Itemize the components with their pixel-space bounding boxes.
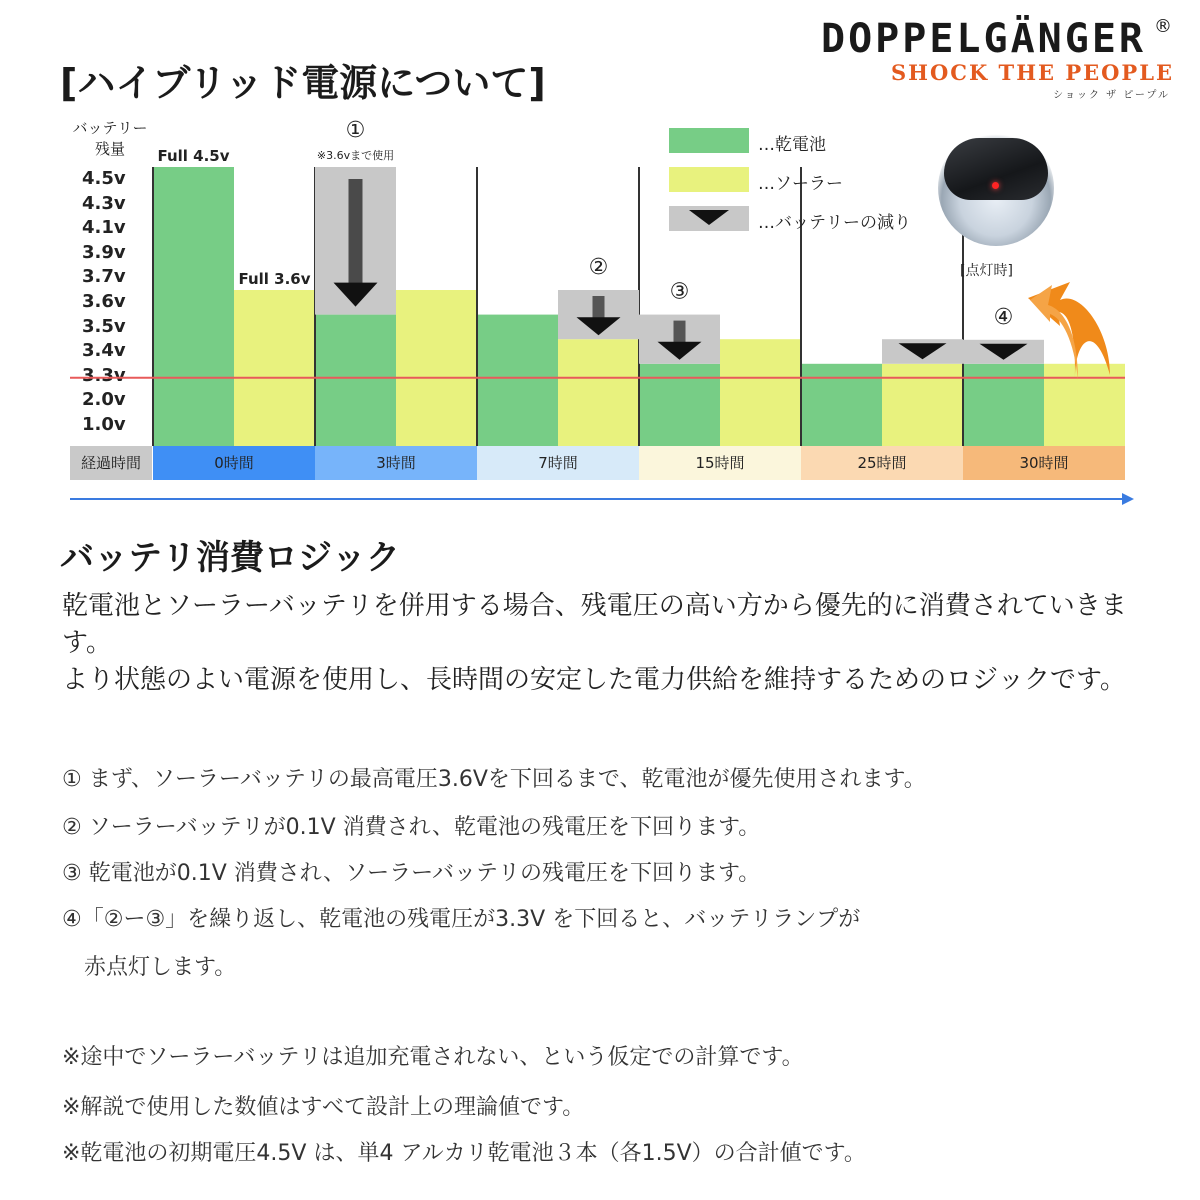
step-marker: ②: [588, 255, 609, 280]
legend-depletion-label: …バッテリーの減り: [758, 213, 911, 233]
legend-depletion-swatch: [669, 206, 749, 231]
bar-solar: [882, 364, 963, 446]
step-marker: ①: [345, 118, 366, 143]
y-tick-label: 3.9v: [82, 241, 126, 263]
bar-dry-cell: [153, 167, 234, 446]
step-4-cont: 赤点灯します。: [62, 955, 237, 980]
step-4: ④「②ー③」を繰り返し、乾電池の残電圧が3.3V を下回ると、バッテリランプが: [62, 907, 861, 932]
y-tick-label: 2.0v: [82, 389, 126, 411]
legend-solar-swatch: [669, 167, 749, 192]
page-title: [ハイブリッド電源について]: [60, 61, 546, 105]
step-marker: ④: [993, 304, 1014, 330]
legend-dry-cell-swatch: [669, 128, 749, 153]
category-label: 25時間: [801, 446, 963, 480]
bar-solar: [396, 290, 477, 446]
brand-tagline: SHOCK THE PEOPLE: [890, 60, 1174, 85]
y-tick-label: 1.0v: [82, 414, 126, 435]
y-tick-label: 3.6v: [82, 291, 126, 312]
intro-paragraph: 乾電池とソーラーバッテリを併用する場合、残電圧の高い方から優先的に消費されていきます。: [62, 591, 1127, 658]
step-1: ① まず、ソーラーバッテリの最高電圧3.6Vを下回るまで、乾電池が優先使用されます。: [62, 767, 926, 792]
category-label: 15時間: [639, 446, 801, 480]
bar-label: Full 4.5v: [157, 147, 230, 165]
y-tick-label: 4.5v: [82, 168, 126, 189]
led-indicator: [992, 182, 999, 189]
down-triangle-icon: [689, 210, 729, 225]
bar-dry-cell: [315, 315, 396, 446]
category-label: 30時間: [963, 446, 1125, 480]
y-tick-label: 4.3v: [82, 192, 126, 214]
y-axis-title: バッテリー 残量: [72, 119, 148, 158]
bar-dry-cell: [639, 364, 720, 446]
bar-dry-cell: [801, 364, 882, 446]
legend-dry-cell-label: …乾電池: [758, 135, 826, 155]
bar-solar: [558, 339, 639, 446]
step-3: ③ 乾電池が0.1V 消費され、ソーラーバッテリの残電圧を下回ります。: [62, 861, 761, 886]
legend-solar-label: …ソーラー: [758, 174, 843, 194]
bar-label: Full 3.6v: [238, 270, 311, 288]
lantern-photo: [938, 130, 1054, 246]
bar-solar: [720, 339, 801, 446]
y-tick-label: 3.3v: [82, 364, 126, 386]
step-marker: ③: [669, 279, 690, 305]
section-title: バッテリ消費ロジック: [60, 538, 400, 578]
category-label: 7時間: [477, 446, 639, 480]
category-label: 3時間: [315, 446, 477, 480]
y-tick-label: 3.7v: [82, 266, 126, 288]
note-3: ※乾電池の初期電圧4.5V は、単4 アルカリ乾電池３本（各1.5V）の合計値です。: [62, 1141, 866, 1166]
bar-solar: [1044, 364, 1125, 446]
bar-dry-cell: [963, 364, 1044, 446]
y-tick-label: 3.4v: [82, 340, 126, 362]
category-label: 0時間: [153, 446, 315, 480]
brand-tagline-kana: ショック ザ ピープル: [1053, 90, 1170, 101]
bar-solar: [234, 290, 315, 446]
photo-caption: [点灯時]: [960, 263, 1013, 279]
step-2: ② ソーラーバッテリが0.1V 消費され、乾電池の残電圧を下回ります。: [62, 815, 761, 840]
x-axis-title: 経過時間: [70, 446, 152, 480]
brand-name: DOPPELGÄNGER: [821, 16, 1146, 62]
y-tick-label: 4.1v: [82, 217, 126, 239]
note-1: ※途中でソーラーバッテリは追加充電されない、という仮定での計算です。: [62, 1045, 804, 1070]
battery-chart: [0, 0, 1200, 520]
depletion-arrow-shaft: [674, 321, 686, 344]
intro-text: [62, 588, 1152, 699]
y-tick-label: 3.5v: [82, 315, 126, 337]
depletion-arrow-shaft: [349, 179, 363, 285]
bar-dry-cell: [477, 315, 558, 446]
timeline-arrowhead: [1122, 493, 1134, 505]
depletion-arrow-shaft: [593, 296, 605, 319]
registered-mark: ®: [1154, 16, 1172, 37]
note-2: ※解説で使用した数値はすべて設計上の理論値です。: [62, 1095, 585, 1120]
depletion-note: ※3.6vまで使用: [316, 149, 395, 162]
intro-paragraph: より状態のよい電源を使用し、長時間の安定した電力供給を維持するためのロジックです。: [62, 665, 1126, 695]
solar-panel: [944, 138, 1048, 200]
